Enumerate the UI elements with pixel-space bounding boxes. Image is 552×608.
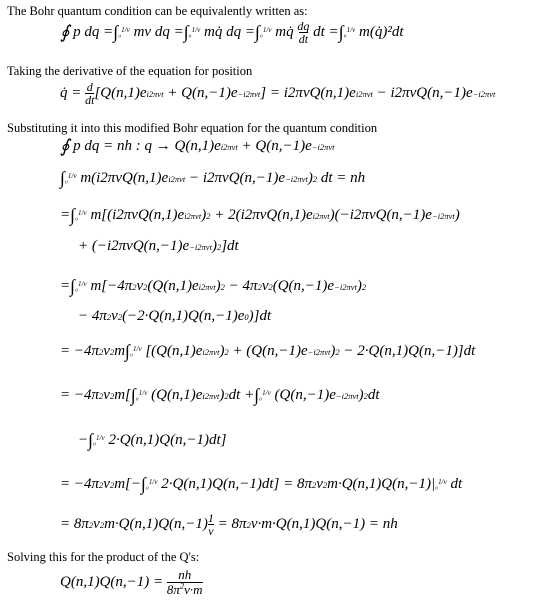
equation-expansion-2: + (−i2πνQ(n,−1)e −i2πνt ) 2 ]dt <box>78 238 239 254</box>
equation-substitution: ∮ p dq = nh : q → Q(n,1)e i2πνt + Q(n,−1)e −i2πνt <box>60 136 335 156</box>
equation-wave-split-2: − ∫ ₀$^{1/\nu}$ 2·Q(n,1)Q(n,−1)dt] <box>78 430 227 450</box>
equation-bohr-condition: ∮ p dq = ∫ ₀$^{1/\nu}$ mv dq = ∫ ₀$^{1/\nu}$ mq̇ dq = ∫ ₀$^{1/\nu}$ mq̇ dq dt dt = ∫ ₀$^{1/\nu}$ m(q̇)²dt <box>60 19 404 46</box>
equation-simplify: = −4π 2 ν 2 m[− ∫ ₀$^{1/\nu}$ 2·Q(n,1)Q(n,−1)dt] = 8π 2 ν 2 m·Q(n,1)Q(n,−1)| ₀$^{1/\nu}$ dt <box>60 474 463 494</box>
equation-integral-squared: ∫ ₀$^{1/\nu}$ m(i2πνQ(n,1)e i2πνt − i2πνQ(n,−1)e −i2πνt ) 2 dt = nh <box>60 168 366 188</box>
equation-expansion-1: = ∫ ₀$^{1/\nu}$ m[(i2πνQ(n,1)e i2πνt ) 2 + 2(i2πνQ(n,1)e i2πνt )(−i2πνQ(n,−1)e −i2πνt ) <box>60 205 460 225</box>
equation-expansion-3: = ∫ ₀$^{1/\nu}$ m[−4π 2 ν 2 (Q(n,1)e i2πνt ) 2 − 4π 2 ν 2 (Q(n,−1)e −i2πνt ) 2 <box>60 276 367 296</box>
derivative-paragraph: Taking the derivative of the equation for position <box>7 64 253 78</box>
equation-factor: = −4π 2 ν 2 m ∫ ₀$^{1/\nu}$ [(Q(n,1)e i2πνt ) 2 + (Q(n,−1)e −i2πνt ) 2 − 2·Q(n,1)Q(n,−1)]dt <box>60 341 476 361</box>
solving-paragraph: Solving this for the product of the Q's: <box>7 550 200 564</box>
equation-velocity: q̇ = d dt [Q(n,1)e i2πνt + Q(n,−1)e −i2πνt ] = i2πνQ(n,1)e i2πνt − i2πνQ(n,−1)e −i2πνt <box>60 80 496 107</box>
equation-final: Q(n,1)Q(n,−1) = nh $8\pi^2\nu\cdot m$ <box>60 567 203 597</box>
equation-wave-split: = −4π 2 ν 2 m[ ∫ ₀$^{1/\nu}$ (Q(n,1)e i2πνt ) 2 dt + ∫ ₀$^{1/\nu}$ (Q(n,−1)e −i2πνt ) 2 dt <box>60 385 380 405</box>
substitution-paragraph: Substituting it into this modified Bohr equation for the quantum condition <box>7 121 378 135</box>
equation-expansion-4: − 4π 2 ν 2 (−2·Q(n,1)Q(n,−1)e 0 )]dt <box>78 308 272 324</box>
equation-result: = 8π 2 ν 2 m·Q(n,1)Q(n,−1) 1 ν = 8π 2 ν·m·Q(n,1)Q(n,−1) = nh <box>60 511 398 538</box>
intro-paragraph: The Bohr quantum condition can be equivalently written as: <box>7 4 308 18</box>
